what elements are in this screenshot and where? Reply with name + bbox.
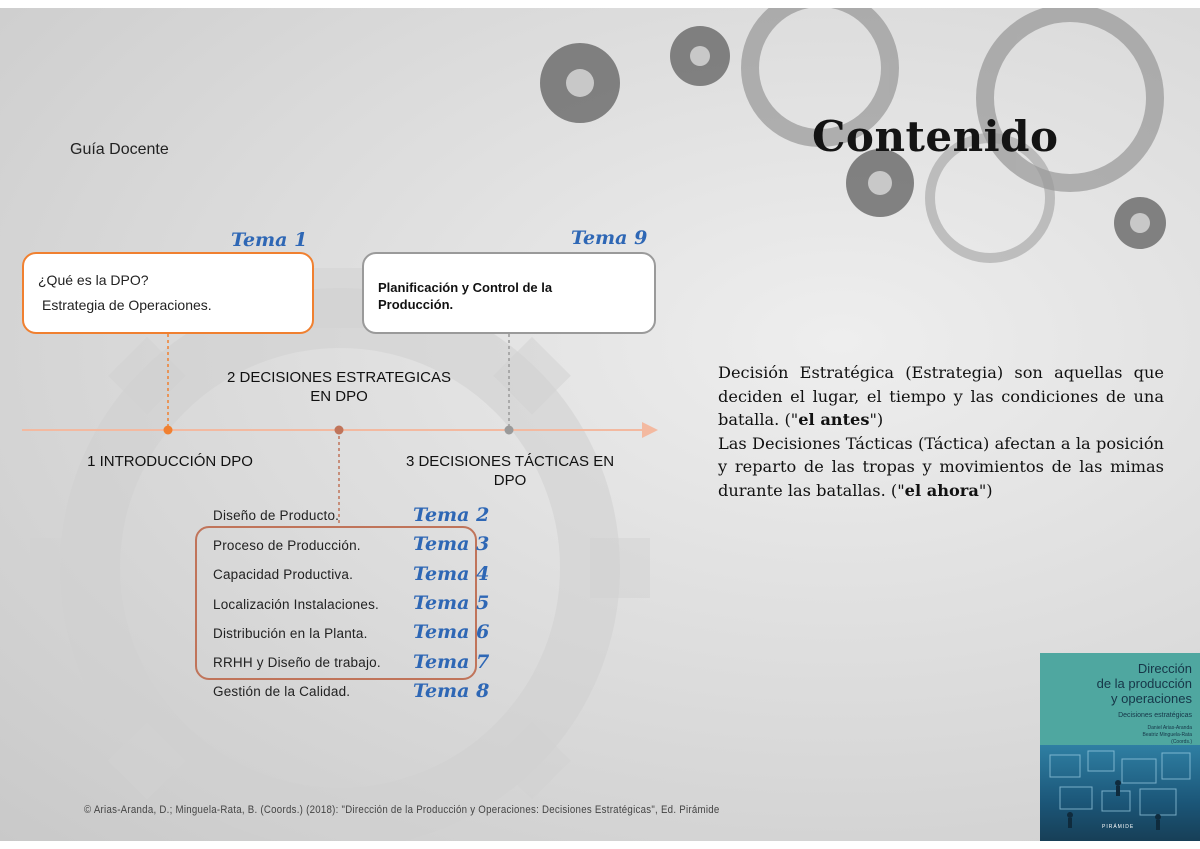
node2-label-line: EN DPO xyxy=(310,388,368,405)
book-subtitle: Decisiones estratégicas xyxy=(1118,712,1192,719)
topic-tema: Tema 2 xyxy=(413,504,490,526)
description-paragraph xyxy=(718,432,1164,503)
description-emphasis: el antes xyxy=(798,410,870,429)
topic-item: Gestión de la Calidad. xyxy=(213,684,351,699)
book-author-line: Daniel Arias-Aranda xyxy=(1147,725,1192,731)
topic-item: RRHH y Diseño de trabajo. xyxy=(213,655,381,670)
node2-label xyxy=(204,368,474,406)
description-paragraph xyxy=(718,361,1164,432)
topic-item: Capacidad Productiva. xyxy=(213,567,354,582)
topic-item: Localización Instalaciones. xyxy=(213,597,379,612)
topic-tema: Tema 6 xyxy=(413,621,490,643)
node3-label-line: DPO xyxy=(493,472,527,489)
book-author-line: (Coords.) xyxy=(1171,739,1192,745)
description-emphasis: el ahora xyxy=(904,480,979,500)
tema9-text: Planificación y Control de la Producción. xyxy=(378,280,553,312)
book-title-line: Dirección xyxy=(1137,661,1192,676)
book-cover xyxy=(1040,653,1200,841)
timeline-node-1 xyxy=(164,426,173,435)
tema9-label: Tema 9 xyxy=(571,227,648,249)
description-text-span: ") xyxy=(978,480,993,500)
description-text-span: Las Decisiones Tácticas (Táctica) afectan a la posición y reparto de las tropas y movimientos de las mimas durante las batallas. (" xyxy=(718,433,1164,500)
node3-label-line: 3 DECISIONES TÁCTICAS EN xyxy=(405,453,615,470)
page-title: Contenido xyxy=(812,112,1059,161)
topic-item: Distribución en la Planta. xyxy=(213,626,368,641)
description-text xyxy=(718,361,1164,502)
tema1-line: Estrategia de Operaciones. xyxy=(42,297,212,313)
description-text-span: ") xyxy=(869,410,884,429)
topic-tema: Tema 5 xyxy=(413,592,490,614)
topic-item: Proceso de Producción. xyxy=(213,538,361,553)
timeline-node-2 xyxy=(335,426,344,435)
node1-label: 1 INTRODUCCIÓN DPO xyxy=(87,453,253,470)
node2-label-line: 2 DECISIONES ESTRATEGICAS xyxy=(227,369,451,386)
topic-item: Diseño de Producto. xyxy=(213,508,340,523)
topic-tema: Tema 8 xyxy=(413,680,490,702)
guia-docente-label: Guía Docente xyxy=(70,141,169,158)
book-publisher: PIRÁMIDE xyxy=(1102,824,1135,830)
book-author-line: Beatriz Minguela-Rata xyxy=(1142,732,1192,738)
timeline-node-3 xyxy=(505,426,514,435)
description-text-span: Decisión Estratégica (Estrategia) son aquellas que deciden el lugar, el tiempo y las condiciones de una batalla. (" xyxy=(718,363,1164,429)
book-title-line: de la producción xyxy=(1096,676,1192,691)
tema1-line: ¿Qué es la DPO? xyxy=(38,272,149,288)
timeline-arrowhead xyxy=(642,422,658,438)
book-authors xyxy=(1143,725,1192,746)
topic-tema: Tema 3 xyxy=(413,533,490,555)
tema1-label: Tema 1 xyxy=(231,229,308,251)
slide xyxy=(0,8,1200,841)
node3-label xyxy=(380,452,640,490)
topic-tema: Tema 7 xyxy=(413,651,490,673)
book-title xyxy=(1097,661,1192,706)
citation-footer: © Arias-Aranda, D.; Minguela-Rata, B. (Coords.) (2018): "Dirección de la Producción y Operaciones: Decisiones Estratégicas", Ed. Pirámide xyxy=(84,804,720,816)
topic-tema: Tema 4 xyxy=(413,563,490,585)
book-title-line: y operaciones xyxy=(1111,691,1192,706)
